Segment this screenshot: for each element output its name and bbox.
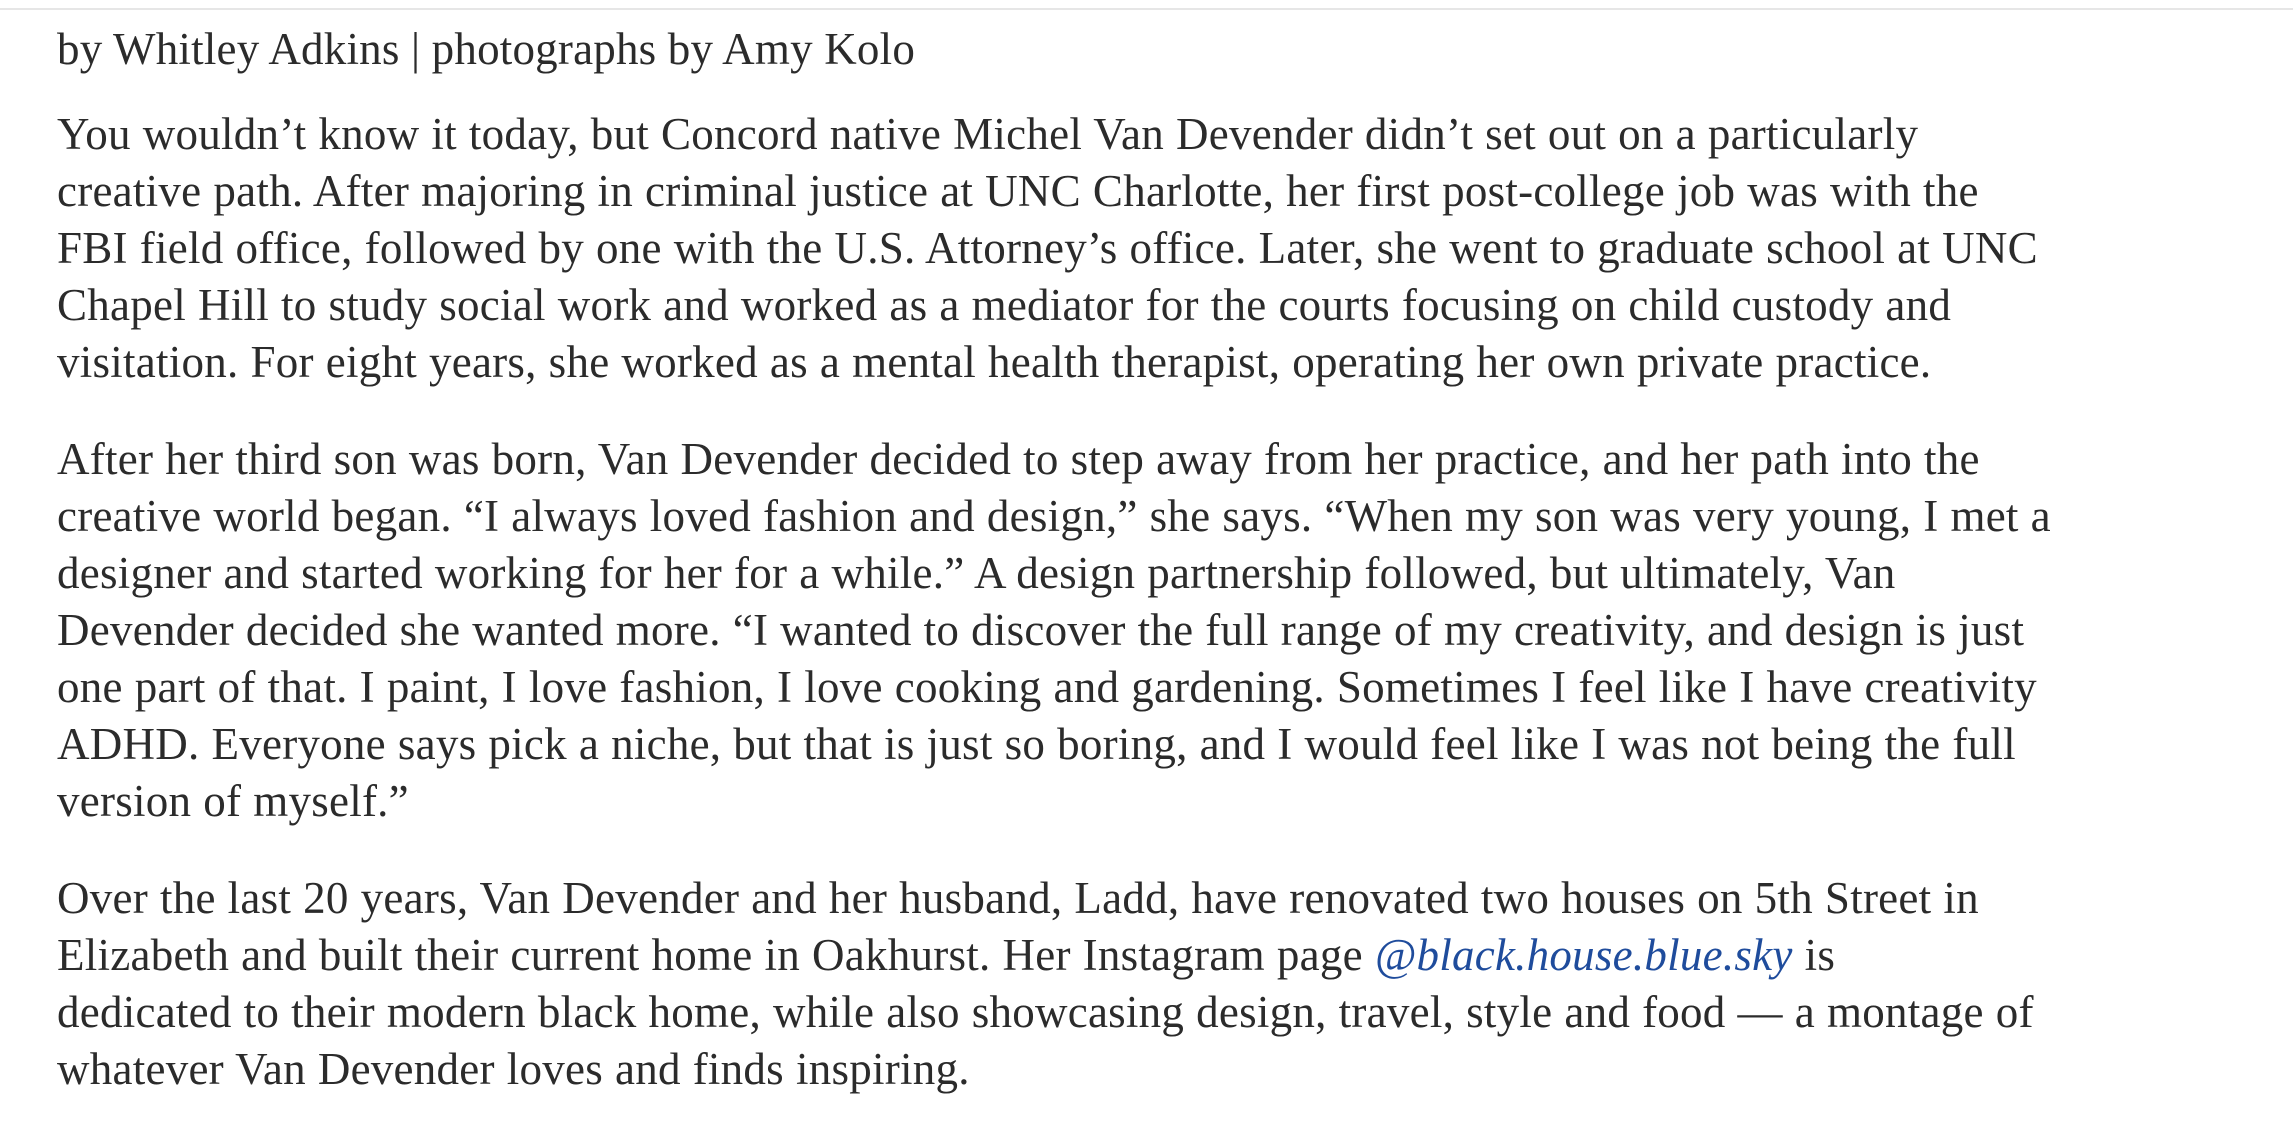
paragraph-line: ADHD. Everyone says pick a niche, but that is just so boring, and I would feel like I was not being the full — [57, 719, 2016, 769]
paragraph-text: is — [1792, 930, 1836, 980]
paragraph-3 — [57, 870, 2257, 1098]
paragraph-line: You wouldn’t know it today, but Concord native Michel Van Devender didn’t set out on a particularly — [57, 109, 1919, 159]
article-body — [57, 14, 2257, 1098]
paragraph-2 — [57, 431, 2257, 830]
paragraph-line — [57, 927, 2257, 984]
paragraph-line: whatever Van Devender loves and finds inspiring. — [57, 1044, 970, 1094]
paragraph-line: Devender decided she wanted more. “I wanted to discover the full range of my creativity, and design is just — [57, 605, 2025, 655]
paragraph-line: creative world began. “I always loved fashion and design,” she says. “When my son was very young, I met a — [57, 491, 2051, 541]
paragraph-text: Elizabeth and built their current home in Oakhurst. Her Instagram page — [57, 930, 1375, 980]
paragraph-line: Over the last 20 years, Van Devender and her husband, Ladd, have renovated two houses on 5th Street in — [57, 873, 1979, 923]
paragraph-line: After her third son was born, Van Devender decided to step away from her practice, and her path into the — [57, 434, 1980, 484]
paragraph-line: version of myself.” — [57, 776, 409, 826]
paragraph-line: one part of that. I paint, I love fashion, I love cooking and gardening. Sometimes I feel like I have creativity — [57, 662, 2037, 712]
paragraph-line: FBI field office, followed by one with the U.S. Attorney’s office. Later, she went to graduate school at UNC — [57, 223, 2038, 273]
instagram-link[interactable]: @black.house.blue.sky — [1374, 930, 1793, 980]
top-divider — [0, 8, 2293, 10]
paragraph-line: Chapel Hill to study social work and worked as a mediator for the courts focusing on child custody and — [57, 280, 1952, 330]
paragraph-1 — [57, 106, 2257, 391]
paragraph-line: designer and started working for her for a while.” A design partnership followed, but ultimately, Van — [57, 548, 1896, 598]
paragraph-line: visitation. For eight years, she worked as a mental health therapist, operating her own private practice. — [57, 337, 1932, 387]
paragraph-line: creative path. After majoring in criminal justice at UNC Charlotte, her first post-college job was with the — [57, 166, 1979, 216]
paragraph-line: dedicated to their modern black home, while also showcasing design, travel, style and food — a montage of — [57, 987, 2034, 1037]
byline: by Whitley Adkins | photographs by Amy Kolo — [57, 24, 916, 74]
